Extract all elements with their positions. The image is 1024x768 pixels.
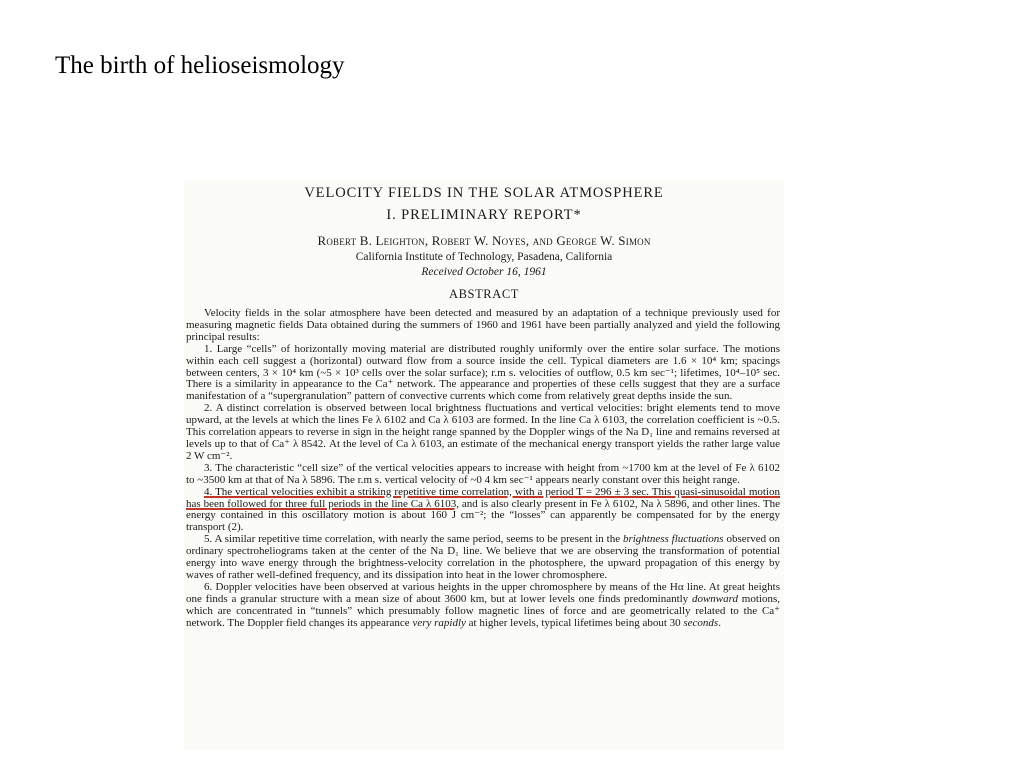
abstract-paragraph-intro: Velocity fields in the solar atmosphere have been detected and measured by an adaptation of a technique previously used for measuring magnetic fields Data obtained during the summers of 1960 and 1961 have been partially analyzed and yield the following principal results: [186,307,780,343]
p5-text-end: observed on ordinary spectroheliograms taken at the center of the Na D₁ line. We believe that we are observing the transformation of potential energy into wave energy through the brightness-velocity correlation in the photosphere, the upward propagation of this energy by waves of rather well-defined frequency, and its dissipation into heat in the lower chromosphere. [186,533,780,581]
highlighted-period-result: 4. The vertical velocities exhibit a striking repetitive time correlation, with a period T = 296 ± 3 sec. This quasi-sinusoidal motion has been followed for three full periods in the line Ca λ 6103, [186,485,780,510]
paper-scan [184,180,784,750]
slide-title: The birth of helioseismology [55,52,345,79]
p6-text-start: 6. Doppler velocities have been observed at various heights in the upper chromosphere by means of the Hα line. At great heights one finds a granular structure with a mean size of about 3600 km, but at lower levels one finds predominantly [186,580,780,605]
p5-text-start: 5. A similar repetitive time correlation, with nearly the same period, seems to be present in the [204,533,623,546]
abstract-paragraph-4-rest: and is also clearly present in Fe λ 6102, Na λ 5896, and other lines. The energy contained in this oscillatory motion is about 160 J cm⁻²; the “losses” can apparently be compensated for by the energy transport (2). [186,497,780,534]
abstract-paragraph-3: 3. The characteristic “cell size” of the vertical velocities appears to increase with height from ~1700 km at the level of Fe λ 6102 to ~3500 km at that of Na λ 5896. The r.m s. vertical velocity of ~0 4 km sec⁻¹ appears nearly constant over this height range. [186,461,780,486]
paper-title [184,180,784,226]
p6-italic-very-rapidly: very rapidly [412,616,466,629]
p6-text-end: . [718,616,721,629]
p6-text-mid2: at higher levels, typical lifetimes being about 30 [465,616,684,629]
p6-italic-downward: downward [691,592,739,605]
abstract-paragraph-1: 1. Large “cells” of horizontally moving material are distributed roughly uniformly over the entire solar surface. The motions within each cell suggest a (horizontal) outward flow from a source inside the cell. Typical diameters are 1.6 × 10⁴ km; spacings between centers, 3 × 10⁴ km (~5 × 10³ cells over the solar surface); r.m s. velocities of outflow, 0.5 km sec⁻¹; lifetimes, 10⁴–10⁵ sec. There is a similarity in appearance to the Ca⁺ network. The appearance and properties of these cells suggest that they are a surface manifestation of a “supergranulation” pattern of convective currents which come from relatively great depths inside the sun. [186,342,780,403]
abstract-heading: ABSTRACT [448,287,520,301]
p6-text-mid: motions, which are concentrated in “tunnels” which presumably follow magnetic lines of force and are geometrically related to the Ca⁺ network. The Doppler field changes its appearance [186,592,780,629]
abstract-paragraph-5 [186,534,780,582]
abstract-paragraph-2: 2. A distinct correlation is observed between local brightness fluctuations and vertical velocities: bright elements tend to move upward, at the levels at which the lines Fe λ 6102 and Ca λ 6103 are formed. In the line Ca λ 6103, the correlation coefficient is ~0.5. This correlation appears to reverse in sign in the height range spanned by the Doppler wings of the Na D₁ line and remains reversed at levels up to that of Ca⁺ λ 8542. At the level of Ca λ 6103, an estimate of the mechanical energy transport yields the rather large value 2 W cm⁻². [186,402,780,462]
p5-italic: brightness fluctuations [622,533,724,546]
paper-authors: Robert B. Leighton, Robert W. Noyes, and George W. Simon [317,233,651,248]
paper-title-line2: I. PRELIMINARY REPORT* [386,207,582,223]
abstract-body [186,308,780,629]
abstract-paragraph-6 [186,582,780,630]
abstract-paragraph-4 [186,487,780,535]
p6-italic-seconds: seconds [683,616,719,629]
paper-affiliation: California Institute of Technology, Pasadena, California [355,251,613,263]
paper-received-date: Received October 16, 1961 [421,266,547,278]
paper-title-line1: VELOCITY FIELDS IN THE SOLAR ATMOSPHERE [304,185,664,201]
